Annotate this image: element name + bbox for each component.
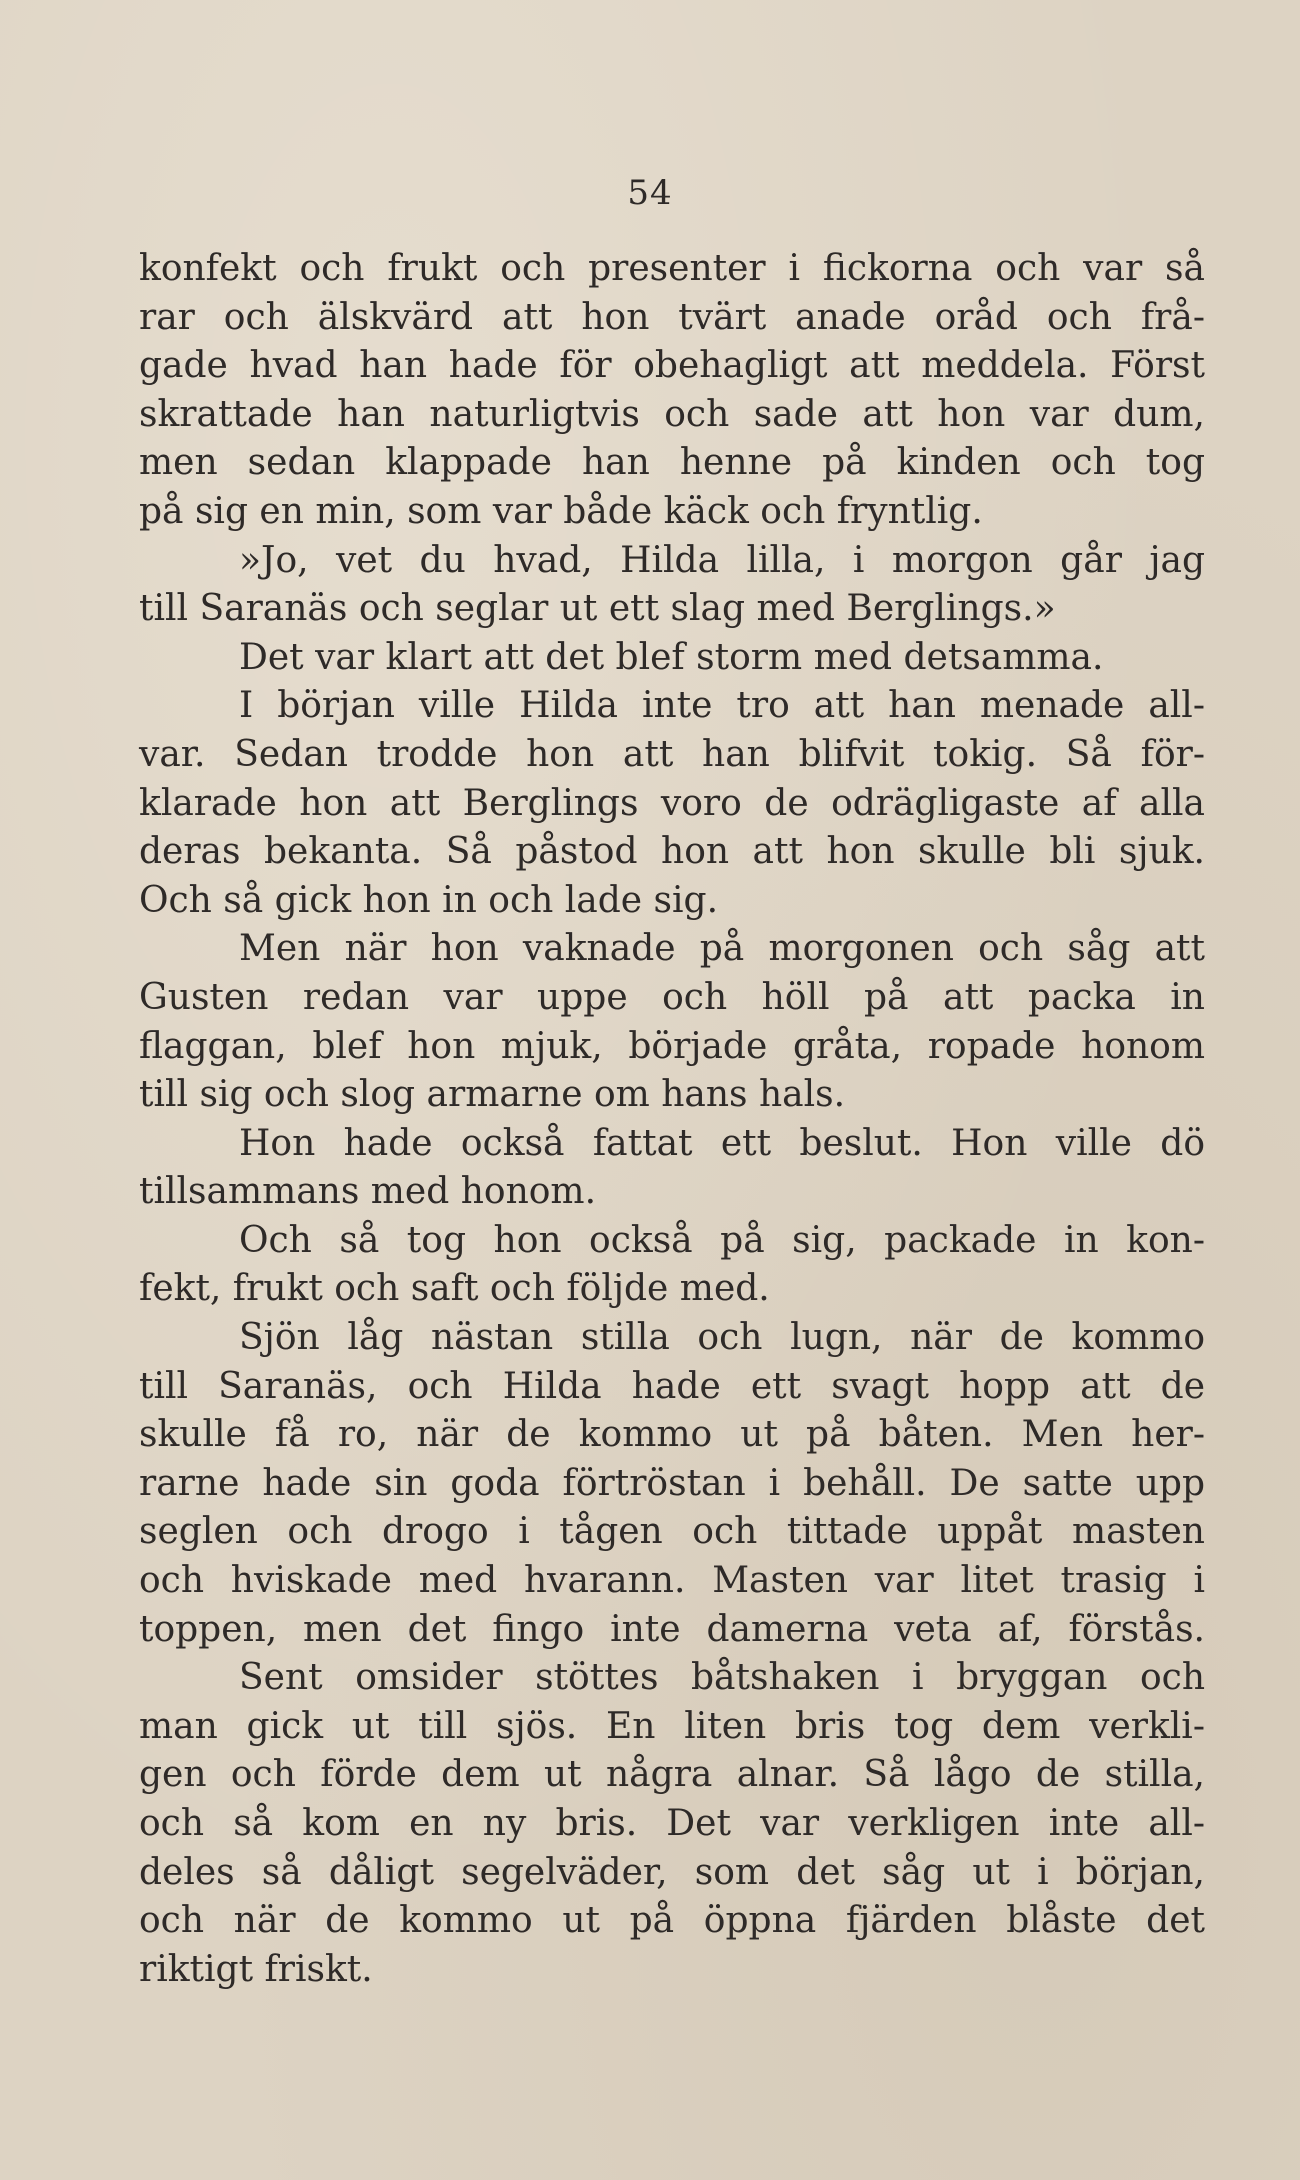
text-line: Sjön låg nästan stilla och lugn, när de kommo	[239, 1317, 1205, 1359]
text-line: deras bekanta. Så påstod hon att hon skulle bli sjuk.	[139, 831, 1205, 873]
text-line: konfekt och frukt och presenter i fickorna och var så	[139, 248, 1205, 289]
text-line: men sedan klappade han henne på kinden och tog	[139, 442, 1205, 484]
text-line: riktigt friskt.	[139, 1948, 373, 1990]
text-line: Men när hon vaknade på morgonen och såg att	[239, 928, 1205, 970]
text-line: till sig och slog armarne om hans hals.	[139, 1074, 846, 1116]
text-line: »Jo, vet du hvad, Hilda lilla, i morgon går jag	[239, 539, 1205, 581]
text-line: deles så dåligt segelväder, som det såg ut i början,	[139, 1851, 1205, 1893]
body-text	[139, 245, 1205, 1994]
text-line: gen och förde dem ut några alnar. Så lågo de stilla,	[139, 1754, 1205, 1796]
text-line: man gick ut till sjös. En liten bris tog dem verkli-	[139, 1705, 1205, 1747]
text-line: Och så tog hon också på sig, packade in kon-	[239, 1219, 1205, 1261]
text-line: klarade hon att Berglings voro de odrägligaste af alla	[139, 782, 1205, 824]
page-number: 54	[627, 173, 673, 213]
text-line: skulle få ro, när de kommo ut på båten. Men her-	[139, 1414, 1205, 1456]
text-line: och hviskade med hvarann. Masten var litet trasig i	[139, 1560, 1205, 1602]
text-line: tillsammans med honom.	[139, 1171, 597, 1213]
text-line: Och så gick hon in och lade sig.	[139, 879, 719, 921]
text-line: på sig en min, som var både käck och fryntlig.	[139, 490, 983, 532]
text-line: I början ville Hilda inte tro att han menade all-	[239, 685, 1205, 727]
text-line: till Saranäs och seglar ut ett slag med Berglings.»	[139, 588, 1056, 630]
text-line: till Saranäs, och Hilda hade ett svagt hopp att de	[139, 1365, 1205, 1407]
text-line: rarne hade sin goda förtröstan i behåll. De satte upp	[139, 1462, 1205, 1504]
text-line: flaggan, blef hon mjuk, började gråta, ropade honom	[139, 1025, 1205, 1067]
text-line: Gusten redan var uppe och höll på att packa in	[139, 976, 1205, 1018]
text-line: rar och älskvärd att hon tvärt anade oråd och frå-	[139, 296, 1205, 338]
text-line: seglen och drogo i tågen och tittade uppåt masten	[139, 1511, 1205, 1553]
text-line: skrattade han naturligtvis och sade att hon var dum,	[139, 393, 1205, 435]
text-line: var. Sedan trodde hon att han blifvit tokig. Så för-	[139, 733, 1205, 775]
text-line: gade hvad han hade för obehagligt att meddela. Först	[139, 345, 1205, 387]
text-line: fekt, frukt och saft och följde med.	[139, 1268, 770, 1310]
text-line: toppen, men det fingo inte damerna veta af, förstås.	[139, 1608, 1205, 1650]
text-line: Sent omsider stöttes båtshaken i bryggan och	[239, 1657, 1205, 1699]
text-line: och så kom en ny bris. Det var verkligen inte all-	[139, 1803, 1205, 1844]
text-line: och när de kommo ut på öppna fjärden blåste det	[139, 1900, 1205, 1942]
text-line: Hon hade också fattat ett beslut. Hon ville dö	[239, 1122, 1205, 1164]
text-line: Det var klart att det blef storm med detsamma.	[239, 636, 1104, 678]
